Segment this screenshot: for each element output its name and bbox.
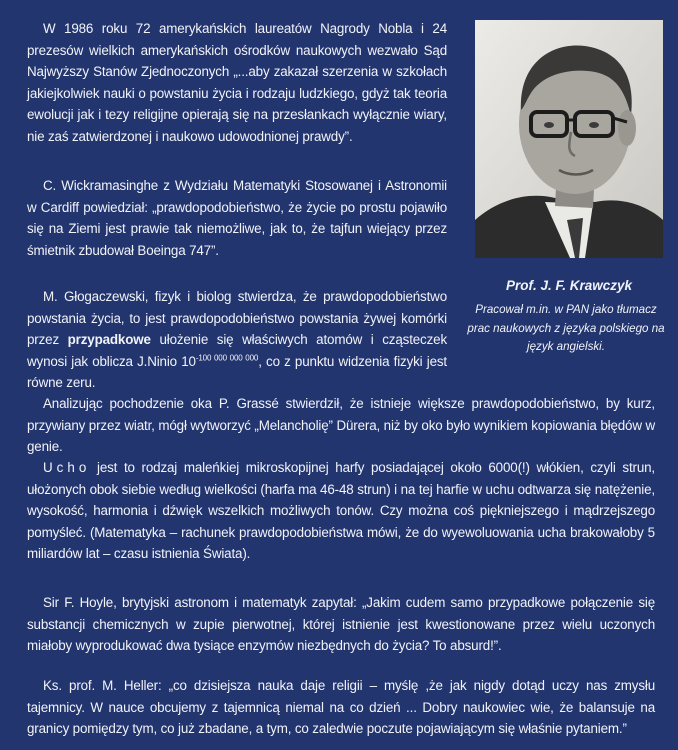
paragraph-text: W 1986 roku 72 amerykańskich laureatów Nagrody Nobla i 24 prezesów wielkich amerykańskich ośrodków naukowych wezwało Sąd Najwyższy Stanów Zjednoczonych „...aby zakazał szerzenia w szkołach jakiejkolwiek nauki o powstaniu życia i rodzaju ludzkiego, gdyż tak teoria ewolucji jak i tezy religijne opierają się na przesłankach wyłącznie wiary, nie zaś zatwierdzonej i naukowo udowodnionej prawdy”. xyxy=(27,21,447,144)
text-segment: M. Głogaczewski, fizyk i biolog stwierdza, że prawdopodobieństwo powstania życia, to jest prawdopodobieństwo powstania żywej komórki przez xyxy=(27,289,447,347)
paragraph-wickramasinghe xyxy=(27,175,447,261)
lead-word: Ucho xyxy=(43,460,91,475)
exponent: -100 000 000 000 xyxy=(195,353,259,363)
paragraph-text xyxy=(27,286,447,394)
text-segment: , co z punktu widzenia fizyki jest równe zeru. xyxy=(27,353,447,390)
paragraph-text: Analizując pochodzenie oka P. Grassé stwierdził, że istnieje większe prawdopodobieństwo, by kurz, przywiany przez wiatr, mógł wytworzyć „Melancholię” Dürera, niż by oko było wynikiem kopiowania błędów w genie. xyxy=(27,396,655,454)
paragraph-text: Sir F. Hoyle, brytyjski astronom i matematyk zapytał: „Jakim cudem samo przypadkowe połączenie się substancji chemicznych w zupie pierwotnej, której istnienie jest kwestionowane przez wielu uczonych miałoby wyprodukować dwa tysiące enzymów niezbędnych do życia? To absurd!”. xyxy=(27,595,655,653)
paragraph-heller xyxy=(27,675,655,740)
paragraph-ucho xyxy=(27,457,655,565)
paragraph-text: C. Wickramasinghe z Wydziału Matematyki Stosowanej i Astronomii w Cardiff powiedział: „prawdopodobieństwo, że życie po prostu pojawiło się na Ziemi jest prawie tak niemożliwe, jak to, że tajfun wiejący przez śmietnik zbudował Boeinga 747”. xyxy=(27,178,447,258)
text-segment: ułożenie się właściwych atomów i cząsteczek wynosi jak oblicza J.Ninio 10 xyxy=(27,332,447,369)
paragraph-text xyxy=(27,457,655,565)
paragraph-hoyle xyxy=(27,592,655,657)
bold-word: przypadkowe xyxy=(67,332,151,347)
paragraph-grasse xyxy=(27,393,655,458)
paragraph-glogaczewski xyxy=(27,286,447,394)
portrait-description: Pracował m.in. w PAN jako tłumacz prac naukowych z języka polskiego na język angielski. xyxy=(467,303,665,353)
text-segment: jest to rodzaj maleńkiej mikroskopijnej harfy posiadającej około 6000(!) włókien, czyli strun, ułożonych obok siebie według wielkości (harfa ma 46-48 strun) i na tej harfie w uchu odtwarza się natężenie, wysokość, harmonia i dźwięk wszelkich możliwych tonów. Czy można coś piękniejszego i mądrzejszego pomyśleć. (Matematyka – rachunek prawdopodobieństwa mówi, że do wyewoluowania ucha brakowałoby 5 miliardów lat – czasu istnienia Świata). xyxy=(27,460,655,561)
portrait-illustration xyxy=(475,20,663,258)
portrait-name: Prof. J. F. Krawczyk xyxy=(505,278,633,293)
paragraph-nobel xyxy=(27,18,447,147)
portrait-photo xyxy=(475,20,663,258)
paragraph-text: Ks. prof. M. Heller: „co dzisiejsza nauka daje religii – myślę ,że jak nigdy dotąd uczy nas zmysłu tajemnicy. W nauce obcujemy z tajemnicą niemal na co dzień ... Dobry naukowiec wie, że balansuje na granicy pomiędzy tym, co już zbadane, a tym, co zaledwie poczute pojawiającym się właśnie pytaniem.” xyxy=(27,678,655,736)
